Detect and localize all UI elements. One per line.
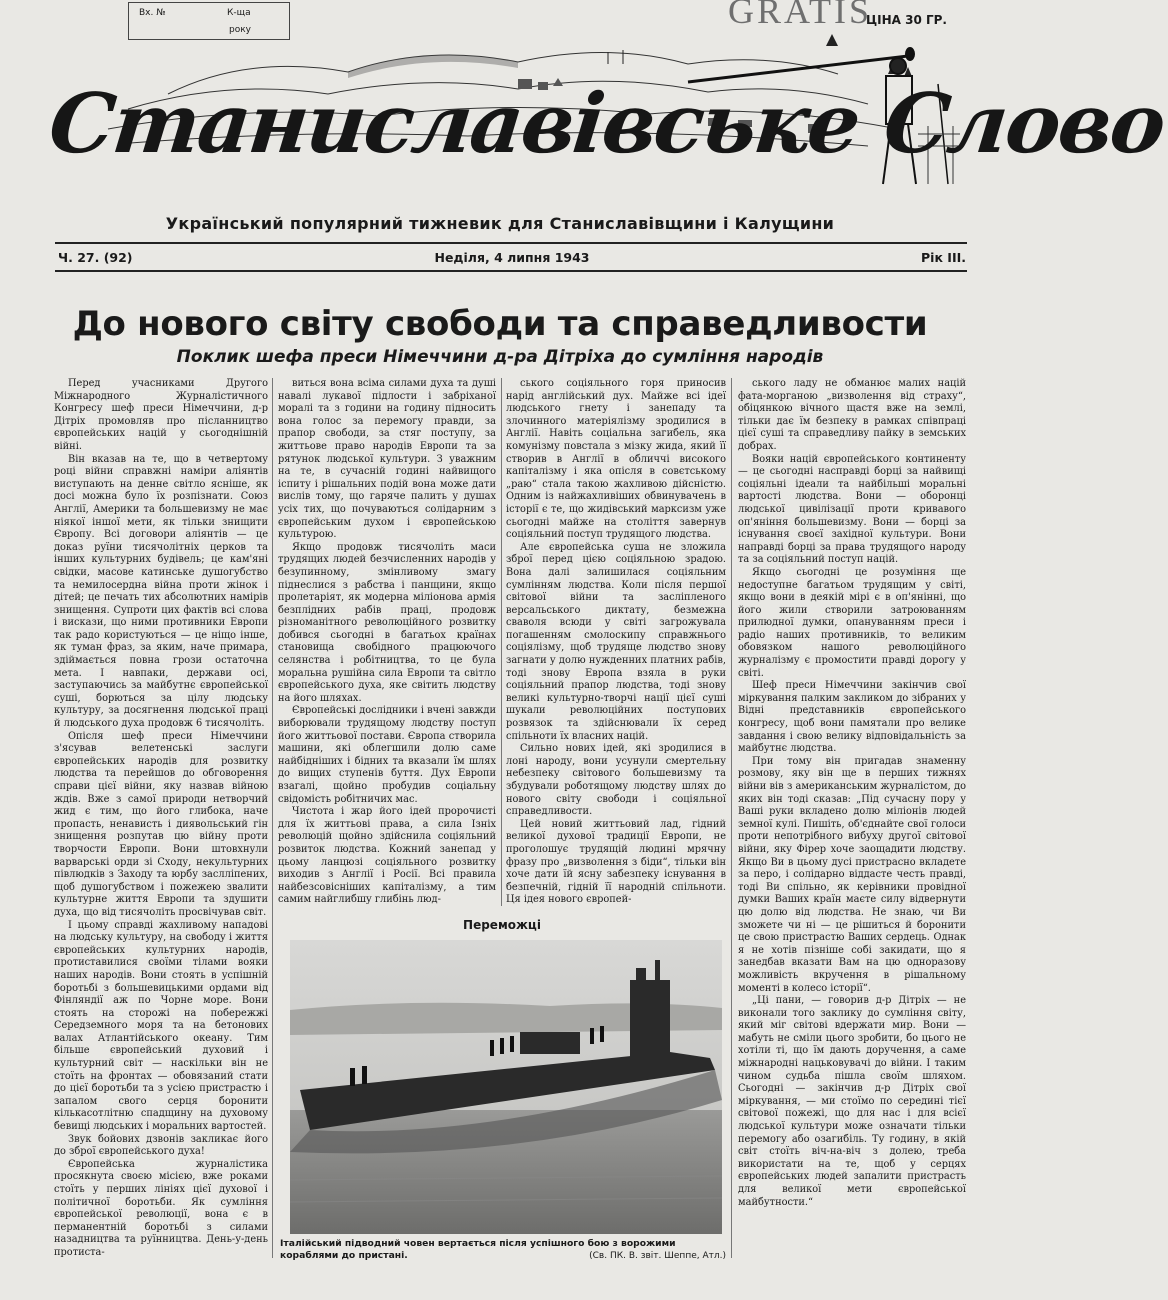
paragraph: Сильно нових ідей, які зродилися в лоні народу, вони усунули смертельну небезпеку світового большевизму та збудували роботящому людству шлях до нового світу свободи і соціяльної справедливости.	[506, 743, 726, 818]
article-column-3	[506, 378, 726, 906]
stamp-year: року	[229, 25, 251, 35]
stamp-number: Вх. №	[139, 8, 166, 18]
column-divider	[731, 378, 732, 1258]
photo-source: (Св. ПК. В. звіт. Шеппе, Атл.)	[589, 1251, 726, 1261]
photo-caption	[280, 1238, 726, 1262]
paragraph: Європейська журналістика просякнута своєю місією, вже роками стоїть у перших лініях цієї духової і політичної боротьби. Як сумління європейської революції, вона є в перманентній боротьбі з силами назадництва та руїнництва. День-у-день протиста-	[54, 1158, 268, 1258]
gratis-overprint: GRATIS	[728, 0, 873, 31]
paragraph: Він вказав на те, що в четвертому році війни справжні наміри аліянтів виступають на денне світло ясніше, як досі можна було їх розпізнати. Союз Англії, Америки та большевизму не має ніякої іншої мети, як тільки знищити Європу. Всі договори аліянтів — це доказ руїни тисячолітніх церков та інших культурних будівель; це кам'яні свідки, масове катинське душогубство та немилосердна війна проти жінок і дітей; це печать тих абсолютних намірів знищення. Супроти цих фактів всі слова і вискази, що ними противники Европи так радо користуються — це ніщо інше, як туман фраз, за яким, наче примара, здіймається повна грози остаточна мета. І навпаки, держави осі, заступаючись за майбутнє європейської суші, борються за цілу людську культуру, за досягнення людської праці й людського духа продовж 6 тисячоліть.	[54, 453, 268, 730]
photo-title: Переможці	[463, 918, 541, 932]
paragraph: виться вона всіма силами духа та душі навалі лукавої підлости і забріханої моралі та з години на годину підносить вона голос за перемогу правди, за прапор свободи, за стяг поступу, за життьове право народів Европи та за рятунок людської культури. З уважним на те, в сучасній годині найвищого іспиту і рішальних подій вона може дати вислів тому, що гаряче палить у душах усіх тих, що почуваються солідарним з європейським духом і європейською культурою.	[278, 378, 496, 541]
column-divider	[272, 378, 273, 1258]
paragraph: „Ці пани, — говорив д-р Дітріх — не виконали того заклику до сумління світу, який міг світові вдержати мир. Вони — мабуть не сміли цього зробити, бо цього не хотіли ті, що їм дають доручення, а саме міжнародні нацьковувачі до війни. І таким чином судьба пішла своїм шляхом. Сьогодні — закінчив д-р Дітріх свої міркування, — ми стоїмо по середині тієї світової пожежі, що для нас і для всієї людської культури може означати тільки перемогу або озагибіль. Ту годину, в якій світ стоїть віч-на-віч з долею, треба використати на те, щоб у серцях європейських людей запалити пристрасть для великої мети європейської майбутности.“	[738, 995, 966, 1208]
issue-date: Неділя, 4 липня 1943	[434, 250, 590, 265]
masthead-rule-bottom	[55, 270, 967, 272]
article-deck: Поклик шефа преси Німеччини д-ра Дітріха до сумління народів	[176, 347, 824, 367]
paragraph: Але європейська суша не зложила зброї перед цією соціяльною зрадою. Вона далі залишилася соціяльним сумлінням людства. Коли після першої світової війни та засліпленого версальського диктату, безмежна сваволя всюди у світі загрожувала погашенням смолоскипу справжнього соціялізму, щоб трудяще людство знову загнати у долю нужденних платних рабів, тоді знову Европа взяла в руки соціяльний прапор людства, тоді знову великі культурно-творчі нації цієї суші шукали революційних поступових розвязок та здійснювали їх серед спільноти їх власних націй.	[506, 541, 726, 742]
paragraph: Шеф преси Німеччини закінчив свої міркування палким закликом до зібраних у Відні представників європейського конгресу, щоб вони памятали про велике завдання і свою велику відповідальність за майбутнє людства.	[738, 680, 966, 755]
column-divider	[501, 378, 502, 906]
article-headline: До нового світу свободи та справедливости	[72, 304, 928, 344]
paragraph: І цьому справді жахливому нападові на людську культуру, на свободу і життя європейських культурних народів, протиставилися своїми тілами вояки наших народів. Вони стоять в успішній боротьбі з большевицькими ордами від Фінляндії аж по Чорне море. Вони стоять на сторожі на побережжі Середземного моря та на бетонових валах Атлантійського океану. Тим більше європейський духовий і культурний світ — наскільки він не стоїть на фронтах — обовязаний стати до цієї боротьби та з усією пристрастю і запалом свого серця боронити кількасотлітню спадщину на духовому бевищі людських і моральних вартостей.	[54, 919, 268, 1133]
paragraph: Вояки націй європейського континенту — це сьогодні насправді борці за найвищі соціяльні ідеали та найбільші моральні вартості людства. Вони — оборонці людської цивілізації проти кривавого оп'яніння большевизму. Вони — борці за існування своєї західної культури. Вони направді борці за права трудящого народу та за соціяльний поступ націй.	[738, 453, 966, 566]
paragraph: Опісля шеф преси Німеччини з'ясував велетенські заслуги європейських народів для розвитку людства та перейшов до обговорення справи цієї війни, яку назвав війною ждів. Вже з самої природи нетворчий жид є тим, що його глибока, наче пропасть, ненависть і диявольський гін знищення розпутав цю війну проти творчости Европи. Вони штовхнули варварські орди зі Сходу, некультурних півлюдків з Заходу та юрбу заслліпених, щоб душогубством і пожежею звалити культурне життя Европи та здушити духа, що від тисячоліть просвічував світ.	[54, 730, 268, 918]
article-column-4	[738, 378, 966, 1278]
paragraph: Чистота і жар його ідей пророчисті для їх життьові права, а сила Ізніх революцій щойно здійснила соціяльний розвиток людства. Кожний занепад у цьому ланцюзі соціяльного розвитку виходив з Англії і Росії. Всі правила найбезсовісніших капіталізму, а тим самим найглибшу глибінь люд-	[278, 806, 496, 906]
issue-info-row	[58, 250, 966, 270]
article-column-2	[278, 378, 496, 906]
masthead-rule-top	[55, 242, 967, 244]
paragraph: Звук бойових дзвонів закликає його до зброї європейського духа!	[54, 1133, 268, 1158]
paragraph: ського ладу не обманює малих націй фата-морганою „визволення від страху“, обіцянкою вічного щастя вже на землі, тільки дає їм безпеку в рамках співпраці цієї суші та справедливу пайку в земських добрах.	[738, 378, 966, 452]
paragraph: Цей новий життьовий лад, гідний великої духової традиції Европи, не проголошує трудящій людині мрячну фразу про „визволення з біди“, тільки він хоче дати їй ясну забезпеку існування в безпечній, гідній її народній спільноти. Ця ідея нового європей-	[506, 818, 726, 906]
newspaper-title: Станиславівське Слово	[44, 76, 1168, 172]
paragraph: ського соціяльного горя приносив нарід англійський дух. Майже всі ідеї людського гнету і занепаду та злочинного матеріялізму зродилися в Англії. Навіть соціальна загибель, яка комунізму повстала з мізку жида, який її створив в Англії в обличчі високого капіталізму і яка опісля в совєтському „раю“ стала такою жахливою дійсністю. Одним із найжахливіших обвинувачень в історії є те, що жидівський марксизм уже сьогодні майже на століття завернув соціяльний поступ трудящого людства.	[506, 378, 726, 541]
paragraph: Перед учасниками Другого Міжнародного Журналістичного Конгресу шеф преси Німеччини, д-р Дітріх промовляв про післанництво європейських націй у сьогоднішній війні.	[54, 378, 268, 452]
paragraph: Європейські дослідники і вчені завжди виборювали трудящому людству поступ його життьової постави. Європа створила машини, які облегшили долю саме найбідніших і бідних та вказали їм шлях до вищих ступенів буття. Дух Европи взагалі, щойно пробудив соціальну свідомість робітничих мас.	[278, 705, 496, 805]
paragraph: При тому він пригадав знаменну розмову, яку він ще в перших тижнях війни вів з американським журналістом, до яких він тоді сказав: „Під сучасну пору у Ваші руки вкладено долю міліонів людей земної кулі. Пишіть, об'єднайте свої голоси проти непотрібного вибуху другої світової війни, яку Фірер хоче заощадити людству. Якщо Ви в цьому дусі пристрасно вкладете за перо, і солідарно віддасте честь правді, тоді Ви спільно, як керівники провідної думки Ваших країн маєте силу відвернути цю долю від людства. Не знаю, чи Ви зможете чи ні — це рішиться й боронити це свою пристрастю Ваших сердець. Однак я не хотів пізніше собі закидати, що я занедбав вказати Вам на цю одноразову можливість вкручення в рішальному моменті в колесо історії“.	[738, 755, 966, 994]
photo-caption-text: Італійський підводний човен вертається після успішного бою з ворожими кораблями до пристані.	[280, 1238, 676, 1261]
paragraph: Якщо сьогодні це розуміння ще недоступне багатьом трудящим у світі, якщо вони в деякій мірі є в оп'янінні, що його жили створили затроюванням прилюдної думки, опануванням преси і радіо наших противників, то великим обовязком нашого революційного журналізму є промостити правді дорогу у світі.	[738, 566, 966, 679]
newspaper-subtitle: Український популярний тижневик для Станиславівщини і Калущини	[165, 214, 835, 233]
stamp-quantity: К-ща	[227, 8, 251, 18]
issue-year: Рік III.	[921, 250, 966, 265]
issue-number: Ч. 27. (92)	[58, 250, 133, 265]
paragraph: Якщо продовж тисячоліть маси трудящих людей безчисленних народів у безупинному, змінливому змагу піднеслися з рабства і панщини, якщо пролетаріят, як модерна міліонова армія безплідних рабів праці, продовж різноманітного революційного розвитку добився сьогодні в багатьох країнах становища свобідного працюючого селянства і робітництва, то це була моральна рушійна сила Европи та світло європейського духа, яке світить людству на його шляхах.	[278, 541, 496, 704]
article-column-1	[54, 378, 268, 1278]
submarine-photo	[290, 940, 722, 1234]
price-label: ЦІНА 30 ГР.	[866, 13, 947, 27]
